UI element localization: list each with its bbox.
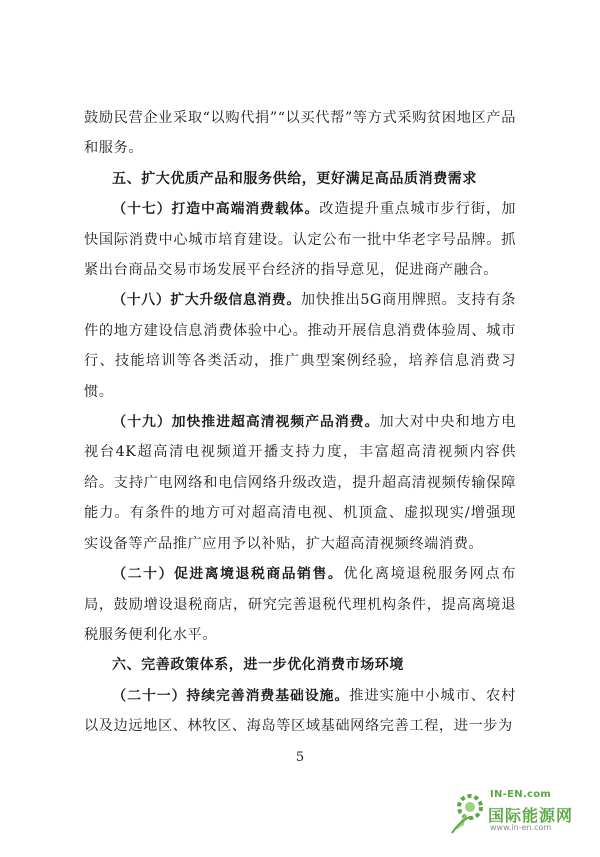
watermark-logo bbox=[448, 787, 578, 839]
page-number: 5 bbox=[295, 750, 305, 765]
paragraph: （十七）打造中高端消费载体。改造提升重点城市步行街，加快国际消费中心城市培育建设。认定公布一批中华老字号品牌。抓紧出台商品交易市场发展平台经济的指导意见，促进商产融合。 bbox=[84, 201, 516, 279]
paragraph: （十九）加快推进超高清视频产品消费。加大对中央和地方电视台4K超高清电视频道开播支持力度，丰富超高清视频内容供给。支持广电网络和电信网络升级改造，提升超高清视频传输保障能力。有条件的地方可对超高清电视、机顶盒、虚拟现实/增强现实设备等产品推广应用予以补贴，扩大超高清视频终端消费。 bbox=[84, 414, 516, 552]
document-body bbox=[84, 103, 516, 742]
energy-logo-icon bbox=[448, 791, 488, 835]
paragraph: （十八）扩大升级信息消费。加快推出5G商用牌照。支持有条件的地方建设信息消费体验中心。推动开展信息消费体验周、城市行、技能培训等各类活动，推广典型案例经验，培养信息消费习惯。 bbox=[84, 292, 516, 400]
paragraph: 鼓励民营企业采取“以购代捐”“以买代帮”等方式采购贫困地区产品和服务。 bbox=[84, 110, 516, 157]
paragraph: （二十）促进离境退税商品销售。优化离境退税服务网点布局，鼓励增设退税商店，研究完善退税代理机构条件，提高离境退税服务便利化水平。 bbox=[84, 566, 517, 643]
section-heading: 五、扩大优质产品和服务供给，更好满足高品质消费需求 bbox=[112, 170, 477, 187]
section-heading: 六、完善政策体系，进一步优化消费市场环境 bbox=[112, 657, 404, 674]
paragraph-lead: （十七）打造中高端消费载体。 bbox=[112, 201, 320, 218]
watermark-domain: IN-EN.com bbox=[490, 789, 552, 800]
watermark-name: 国际能源网 bbox=[488, 806, 574, 825]
watermark-url: www.in-en.com bbox=[490, 823, 552, 832]
paragraph: （二十一）持续完善消费基础设施。推进实施中小城市、农村以及边远地区、林牧区、海岛等区域基础网络完善工程，进一步为 bbox=[84, 687, 516, 735]
paragraph-lead: （二十一）持续完善消费基础设施。 bbox=[112, 687, 350, 704]
paragraph-lead: （十八）扩大升级信息消费。 bbox=[112, 292, 301, 309]
paragraph-lead: （十九）加快推进超高清视频产品消费。 bbox=[112, 414, 380, 431]
paragraph-lead: （二十）促进离境退税商品销售。 bbox=[112, 566, 344, 583]
